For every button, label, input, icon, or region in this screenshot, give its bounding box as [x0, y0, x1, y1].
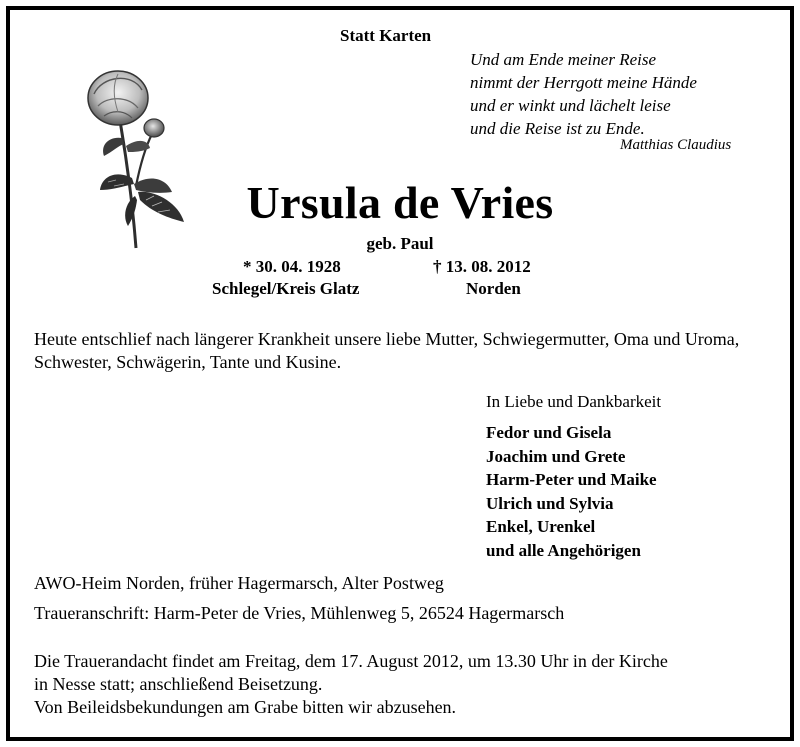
mourner-name: Ulrich und Sylvia	[486, 493, 614, 513]
announcement-text: Heute entschlief nach längerer Krankheit unsere liebe Mutter, Schwiegermutter, Oma und Uroma, Schwester, Schwägerin, Tante und Kusine.	[34, 329, 740, 372]
notice-header: Statt Karten	[340, 26, 432, 45]
birth-name: geb. Paul	[366, 234, 434, 253]
poem-line: Und am Ende meiner Reise	[470, 50, 657, 69]
poem-author: Matthias Claudius	[620, 137, 732, 153]
residence-line: AWO-Heim Norden, früher Hagermarsch, Alter Postweg	[34, 573, 444, 593]
mourner-name: Fedor und Gisela	[486, 423, 612, 442]
poem-line: und die Reise ist zu Ende.	[470, 119, 645, 138]
birth-date: * 30. 04. 1928	[243, 257, 341, 276]
mourner-name: Joachim und Grete	[486, 446, 626, 466]
ceremony-line: Von Beileidsbekundungen am Grabe bitten wir abzusehen.	[34, 697, 457, 717]
ceremony-line: Die Trauerandacht findet am Freitag, dem 17. August 2012, um 13.30 Uhr in der Kirche	[34, 651, 668, 671]
poem	[470, 48, 697, 140]
mourner-name: Enkel, Urenkel	[486, 517, 596, 536]
ceremony-text	[34, 650, 668, 719]
thanks-line: In Liebe und Dankbarkeit	[486, 392, 662, 411]
poem-line: und er winkt und lächelt leise	[470, 96, 671, 115]
mourners-list	[486, 421, 657, 562]
poem-line: nimmt der Herrgott meine Hände	[470, 73, 697, 92]
ceremony-line: in Nesse statt; anschließend Beisetzung.	[34, 674, 323, 694]
death-place: Norden	[466, 279, 521, 298]
death-date: † 13. 08. 2012	[433, 257, 531, 276]
mourning-address: Traueranschrift: Harm-Peter de Vries, Mühlenweg 5, 26524 Hagermarsch	[34, 603, 565, 623]
deceased-name: Ursula de Vries	[246, 177, 554, 228]
mourner-name: Harm-Peter und Maike	[486, 470, 657, 489]
mourner-name: und alle Angehörigen	[486, 540, 641, 560]
birth-place: Schlegel/Kreis Glatz	[212, 279, 360, 298]
